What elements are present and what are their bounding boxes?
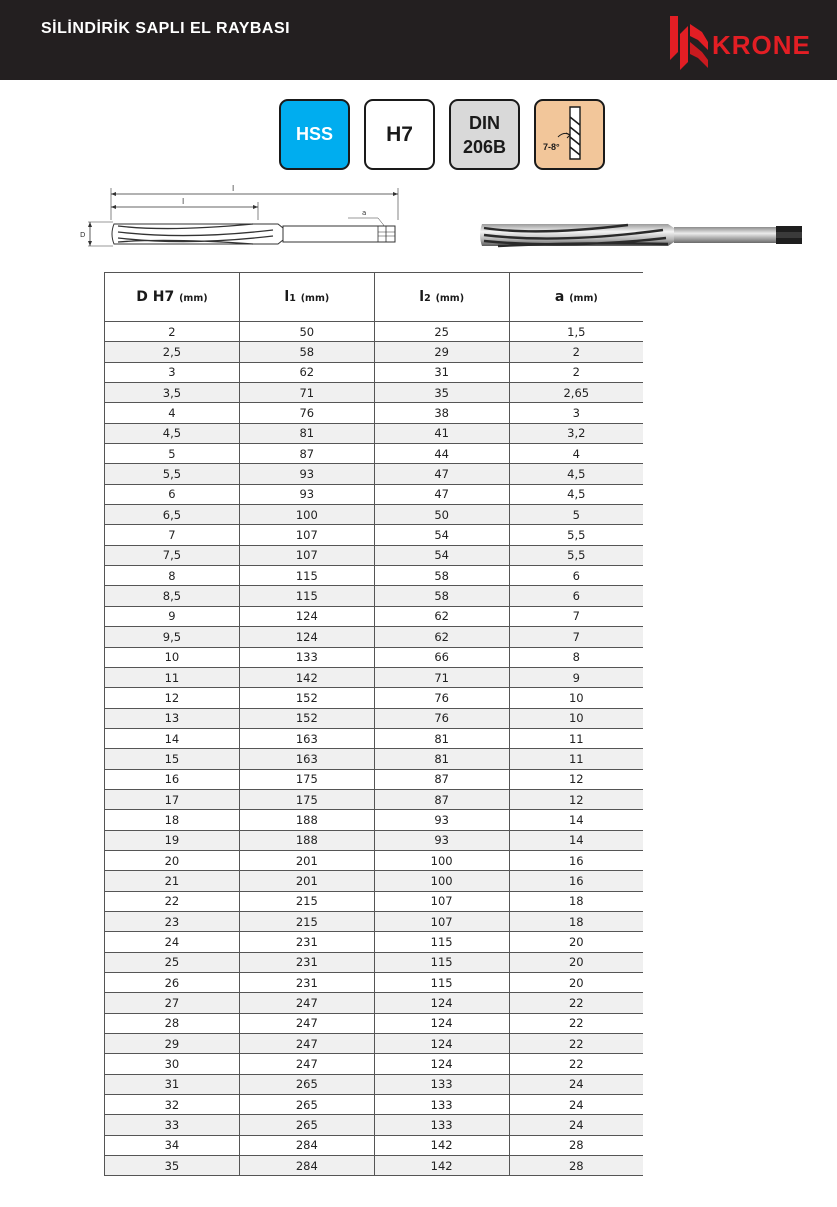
cell-a: 18 [509, 911, 643, 931]
cell-diameter: 6 [105, 484, 240, 504]
reamer-product-image [478, 216, 804, 252]
cell-l2: 25 [374, 322, 509, 342]
table-row [105, 1135, 644, 1155]
cell-diameter: 8 [105, 566, 240, 586]
cell-l2: 87 [374, 789, 509, 809]
cell-diameter: 2 [105, 322, 240, 342]
cell-l2: 31 [374, 362, 509, 382]
dimension-a-label: a [362, 209, 367, 217]
dimension-l2-label: l [182, 197, 185, 206]
cell-diameter: 21 [105, 871, 240, 891]
cell-diameter: 24 [105, 932, 240, 952]
table-row [105, 871, 644, 891]
cell-a: 2,65 [509, 383, 643, 403]
table-row [105, 383, 644, 403]
table-row [105, 322, 644, 342]
cell-l2: 54 [374, 525, 509, 545]
cell-diameter: 7,5 [105, 545, 240, 565]
cell-diameter: 8,5 [105, 586, 240, 606]
cell-l2: 38 [374, 403, 509, 423]
cell-a: 22 [509, 1054, 643, 1074]
cell-diameter: 27 [105, 993, 240, 1013]
cell-l2: 58 [374, 566, 509, 586]
cell-a: 9 [509, 667, 643, 687]
cell-l1: 175 [239, 769, 374, 789]
reamer-angle-icon [536, 101, 603, 168]
cell-l1: 215 [239, 891, 374, 911]
cell-diameter: 4 [105, 403, 240, 423]
helix-angle-label: 7-8° [543, 142, 560, 152]
cell-a: 22 [509, 1034, 643, 1054]
tolerance-badge: H7 [364, 99, 435, 170]
column-header-l1: l1 (mm) [239, 273, 374, 322]
cell-l2: 62 [374, 606, 509, 626]
krone-logo-mark-icon [668, 12, 712, 74]
table-row [105, 911, 644, 931]
standard-badge [449, 99, 520, 170]
reamer-spec-table [104, 272, 643, 1176]
cell-l1: 58 [239, 342, 374, 362]
table-row [105, 1115, 644, 1135]
cell-l2: 100 [374, 850, 509, 870]
table-row [105, 891, 644, 911]
cell-l1: 133 [239, 647, 374, 667]
table-row [105, 342, 644, 362]
cell-l2: 47 [374, 464, 509, 484]
cell-l2: 124 [374, 1013, 509, 1033]
cell-l1: 215 [239, 911, 374, 931]
cell-a: 11 [509, 728, 643, 748]
cell-l1: 87 [239, 444, 374, 464]
cell-a: 5,5 [509, 545, 643, 565]
table-row [105, 728, 644, 748]
cell-diameter: 9 [105, 606, 240, 626]
table-row [105, 993, 644, 1013]
cell-l1: 152 [239, 708, 374, 728]
technical-drawing [78, 180, 410, 260]
table-row [105, 423, 644, 443]
cell-a: 20 [509, 932, 643, 952]
cell-l2: 35 [374, 383, 509, 403]
cell-a: 5,5 [509, 525, 643, 545]
cell-l2: 115 [374, 973, 509, 993]
table-row [105, 708, 644, 728]
table-row [105, 789, 644, 809]
cell-l1: 231 [239, 973, 374, 993]
cell-a: 10 [509, 708, 643, 728]
cell-diameter: 11 [105, 667, 240, 687]
cell-l1: 107 [239, 545, 374, 565]
cell-l1: 115 [239, 566, 374, 586]
cell-diameter: 25 [105, 952, 240, 972]
cell-l2: 93 [374, 810, 509, 830]
cell-a: 4 [509, 444, 643, 464]
cell-l1: 201 [239, 871, 374, 891]
cell-diameter: 30 [105, 1054, 240, 1074]
table-body [105, 322, 644, 1176]
table-row [105, 1074, 644, 1094]
cell-a: 7 [509, 606, 643, 626]
krone-logo [668, 12, 837, 74]
helix-angle-badge [534, 99, 605, 170]
cell-a: 24 [509, 1095, 643, 1115]
cell-a: 28 [509, 1135, 643, 1155]
table-row [105, 932, 644, 952]
cell-l2: 133 [374, 1074, 509, 1094]
cell-l2: 142 [374, 1135, 509, 1155]
cell-l1: 265 [239, 1095, 374, 1115]
cell-a: 3 [509, 403, 643, 423]
cell-l1: 231 [239, 932, 374, 952]
cell-diameter: 20 [105, 850, 240, 870]
cell-l2: 133 [374, 1115, 509, 1135]
cell-l2: 100 [374, 871, 509, 891]
cell-l1: 265 [239, 1115, 374, 1135]
cell-l2: 62 [374, 627, 509, 647]
cell-diameter: 3 [105, 362, 240, 382]
krone-logo-text: KRONE [712, 30, 811, 60]
cell-l1: 93 [239, 464, 374, 484]
cell-diameter: 16 [105, 769, 240, 789]
table-row [105, 1034, 644, 1054]
cell-l1: 76 [239, 403, 374, 423]
cell-l1: 247 [239, 1034, 374, 1054]
cell-l1: 152 [239, 688, 374, 708]
cell-l1: 81 [239, 423, 374, 443]
cell-l2: 41 [374, 423, 509, 443]
cell-l1: 93 [239, 484, 374, 504]
dimension-d-label: D [80, 231, 86, 239]
material-badge: HSS [279, 99, 350, 170]
cell-a: 12 [509, 789, 643, 809]
cell-l2: 81 [374, 749, 509, 769]
page-header [0, 0, 837, 80]
cell-a: 6 [509, 586, 643, 606]
cell-a: 7 [509, 627, 643, 647]
cell-diameter: 2,5 [105, 342, 240, 362]
cell-a: 2 [509, 342, 643, 362]
table-row [105, 545, 644, 565]
cell-l2: 87 [374, 769, 509, 789]
cell-l2: 115 [374, 952, 509, 972]
cell-diameter: 12 [105, 688, 240, 708]
cell-diameter: 31 [105, 1074, 240, 1094]
cell-a: 6 [509, 566, 643, 586]
cell-l1: 124 [239, 606, 374, 626]
cell-l1: 247 [239, 1013, 374, 1033]
cell-diameter: 9,5 [105, 627, 240, 647]
cell-l2: 76 [374, 708, 509, 728]
table-row [105, 850, 644, 870]
cell-l2: 142 [374, 1156, 509, 1176]
cell-diameter: 23 [105, 911, 240, 931]
table-row [105, 769, 644, 789]
cell-a: 24 [509, 1074, 643, 1094]
table-row [105, 484, 644, 504]
cell-l2: 47 [374, 484, 509, 504]
table-row [105, 627, 644, 647]
cell-l1: 231 [239, 952, 374, 972]
cell-l2: 71 [374, 667, 509, 687]
cell-l2: 115 [374, 932, 509, 952]
cell-a: 2 [509, 362, 643, 382]
cell-l1: 71 [239, 383, 374, 403]
table-row [105, 606, 644, 626]
cell-diameter: 28 [105, 1013, 240, 1033]
standard-badge-line1: DIN [469, 112, 500, 133]
cell-l1: 284 [239, 1156, 374, 1176]
table-row [105, 749, 644, 769]
cell-diameter: 19 [105, 830, 240, 850]
cell-a: 8 [509, 647, 643, 667]
table-row [105, 952, 644, 972]
cell-l2: 107 [374, 911, 509, 931]
cell-a: 18 [509, 891, 643, 911]
cell-l1: 107 [239, 525, 374, 545]
cell-diameter: 6,5 [105, 505, 240, 525]
cell-l1: 100 [239, 505, 374, 525]
table-row [105, 403, 644, 423]
cell-l1: 124 [239, 627, 374, 647]
cell-a: 4,5 [509, 464, 643, 484]
table-row [105, 444, 644, 464]
cell-a: 20 [509, 952, 643, 972]
cell-diameter: 14 [105, 728, 240, 748]
table-row [105, 810, 644, 830]
cell-l2: 50 [374, 505, 509, 525]
cell-a: 11 [509, 749, 643, 769]
cell-a: 5 [509, 505, 643, 525]
table-row [105, 1156, 644, 1176]
cell-l1: 175 [239, 789, 374, 809]
cell-a: 22 [509, 1013, 643, 1033]
cell-l2: 54 [374, 545, 509, 565]
cell-diameter: 5,5 [105, 464, 240, 484]
cell-diameter: 4,5 [105, 423, 240, 443]
cell-l1: 142 [239, 667, 374, 687]
cell-l2: 58 [374, 586, 509, 606]
cell-diameter: 18 [105, 810, 240, 830]
cell-l2: 107 [374, 891, 509, 911]
cell-l1: 188 [239, 810, 374, 830]
cell-l1: 247 [239, 993, 374, 1013]
cell-l2: 124 [374, 1034, 509, 1054]
table-row [105, 1054, 644, 1074]
cell-a: 1,5 [509, 322, 643, 342]
cell-a: 20 [509, 973, 643, 993]
cell-a: 16 [509, 850, 643, 870]
cell-l1: 50 [239, 322, 374, 342]
cell-diameter: 17 [105, 789, 240, 809]
cell-diameter: 32 [105, 1095, 240, 1115]
cell-l1: 188 [239, 830, 374, 850]
cell-a: 12 [509, 769, 643, 789]
cell-a: 22 [509, 993, 643, 1013]
cell-diameter: 22 [105, 891, 240, 911]
cell-a: 14 [509, 830, 643, 850]
table-row [105, 525, 644, 545]
standard-badge-line2: 206B [462, 136, 507, 157]
cell-l2: 124 [374, 1054, 509, 1074]
cell-diameter: 34 [105, 1135, 240, 1155]
cell-diameter: 7 [105, 525, 240, 545]
cell-l2: 93 [374, 830, 509, 850]
table-row [105, 566, 644, 586]
table-header-row [105, 273, 644, 322]
cell-diameter: 35 [105, 1156, 240, 1176]
table-row [105, 688, 644, 708]
cell-a: 4,5 [509, 484, 643, 504]
cell-a: 24 [509, 1115, 643, 1135]
table-row [105, 973, 644, 993]
table-row [105, 830, 644, 850]
cell-l2: 124 [374, 993, 509, 1013]
cell-diameter: 10 [105, 647, 240, 667]
cell-l2: 66 [374, 647, 509, 667]
cell-l2: 76 [374, 688, 509, 708]
cell-l2: 133 [374, 1095, 509, 1115]
cell-l1: 163 [239, 749, 374, 769]
cell-a: 3,2 [509, 423, 643, 443]
cell-diameter: 13 [105, 708, 240, 728]
dimension-l1-label: l [232, 184, 235, 193]
table-row [105, 1013, 644, 1033]
cell-diameter: 26 [105, 973, 240, 993]
table-row [105, 1095, 644, 1115]
table-row [105, 667, 644, 687]
cell-l1: 284 [239, 1135, 374, 1155]
cell-a: 14 [509, 810, 643, 830]
cell-diameter: 3,5 [105, 383, 240, 403]
table-row [105, 362, 644, 382]
cell-l1: 163 [239, 728, 374, 748]
cell-l1: 247 [239, 1054, 374, 1074]
cell-diameter: 5 [105, 444, 240, 464]
cell-l2: 81 [374, 728, 509, 748]
cell-l2: 29 [374, 342, 509, 362]
cell-diameter: 33 [105, 1115, 240, 1135]
column-header-diameter: D H7 (mm) [105, 273, 240, 322]
page-title: SİLİNDİRİK SAPLI EL RAYBASI [41, 20, 291, 37]
cell-a: 16 [509, 871, 643, 891]
cell-l1: 115 [239, 586, 374, 606]
cell-l1: 265 [239, 1074, 374, 1094]
cell-l1: 62 [239, 362, 374, 382]
cell-l2: 44 [374, 444, 509, 464]
table-row [105, 464, 644, 484]
cell-a: 10 [509, 688, 643, 708]
column-header-a: a (mm) [509, 273, 643, 322]
cell-l1: 201 [239, 850, 374, 870]
cell-diameter: 29 [105, 1034, 240, 1054]
table-row [105, 505, 644, 525]
column-header-l2: l2 (mm) [374, 273, 509, 322]
table-row [105, 647, 644, 667]
cell-a: 28 [509, 1156, 643, 1176]
cell-diameter: 15 [105, 749, 240, 769]
table-row [105, 586, 644, 606]
